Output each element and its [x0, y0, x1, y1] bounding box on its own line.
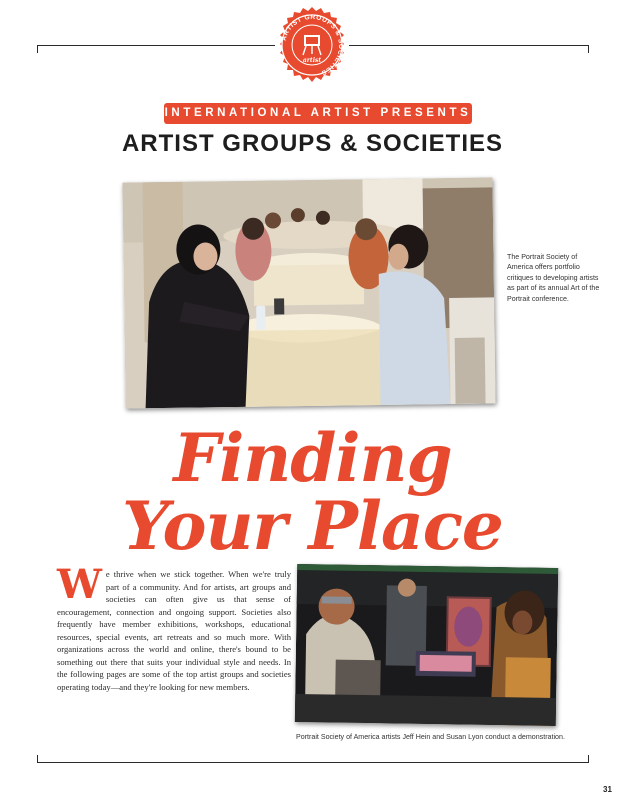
badge-seal — [280, 7, 344, 82]
kicker-banner: INTERNATIONAL ARTIST PRESENTS — [164, 103, 472, 124]
top-rule-right — [349, 45, 589, 46]
photo-portfolio-critiques — [122, 177, 495, 408]
top-rule-left — [37, 45, 275, 46]
photo1-caption: The Portrait Society of America offers portfolio critiques to developing artists as part of its annual Art of the Portrait conference. — [507, 253, 600, 303]
section-headline: ARTIST GROUPS & SOCIETIES — [121, 130, 504, 157]
photo-demonstration — [295, 564, 558, 726]
bottom-rule-right-cap — [588, 755, 589, 763]
feature-title-line2: Your Place — [122, 487, 503, 565]
feature-title-line1: Finding — [173, 419, 452, 497]
bottom-rule-left-cap — [37, 755, 38, 763]
section-badge — [272, 6, 352, 86]
intro-paragraph — [57, 561, 291, 693]
intro-text: e thrive when we stick together. When we're truly part of a community. And for artists, art groups and societies can often give us that sense of encouragement, connection and ongoing support. Societies also frequently have member exhibitions, workshops, educational resources, special events, art retreats and so much more. With organizations across the world and online, there's bound to be something out there that suits your individual style and needs. In the following pages are some of the top artist groups and societies operating today—and they're looking for new members. — [57, 569, 291, 692]
top-rule-right-cap — [588, 45, 589, 53]
badge-center-text: artist — [302, 57, 322, 64]
drop-cap: W — [57, 561, 102, 608]
page-number: 31 — [603, 785, 612, 794]
bottom-rule — [37, 762, 589, 763]
photo2-caption: Portrait Society of America artists Jeff Hein and Susan Lyon conduct a demonstration. — [296, 733, 565, 741]
top-rule-left-cap — [37, 45, 38, 53]
svg-text:ARTIST GROUPS & SOCIETIES: ARTIST GROUPS & SOCIETIES — [280, 13, 345, 77]
